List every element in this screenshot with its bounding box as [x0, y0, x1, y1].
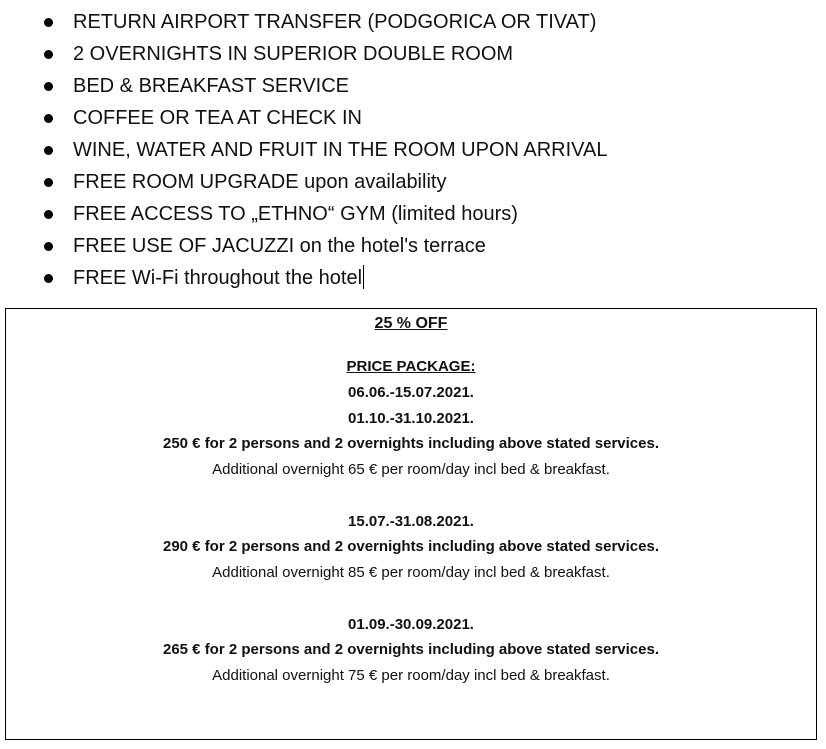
service-text: 2 OVERNIGHTS IN SUPERIOR DOUBLE ROOM	[73, 43, 514, 65]
text-cursor-icon	[363, 265, 364, 289]
period-additional: Additional overnight 85 € per room/day incl bed & breakfast.	[212, 564, 610, 581]
service-text: FREE USE OF JACUZZI on the hotel's terrace	[73, 235, 486, 257]
service-text: COFFEE OR TEA AT CHECK IN	[73, 107, 362, 129]
bullet-icon	[44, 82, 53, 91]
bullet-icon	[44, 178, 53, 187]
list-item	[0, 38, 826, 70]
list-item	[0, 70, 826, 102]
period-additional: Additional overnight 75 € per room/day incl bed & breakfast.	[212, 667, 610, 684]
bullet-icon	[44, 242, 53, 251]
services-list	[0, 6, 826, 294]
bullet-icon	[44, 210, 53, 219]
list-item	[0, 134, 826, 166]
period-price: 265 € for 2 persons and 2 overnights including above stated services.	[162, 641, 659, 658]
bullet-icon	[44, 114, 53, 123]
period-price: 250 € for 2 persons and 2 overnights including above stated services.	[162, 435, 659, 452]
bullet-icon	[44, 274, 53, 283]
service-text[interactable]: FREE Wi-Fi throughout the hotel	[73, 267, 363, 289]
bullet-icon	[44, 50, 53, 59]
list-item[interactable]	[0, 262, 826, 294]
list-item	[0, 230, 826, 262]
service-text: FREE ACCESS TO „ETHNO“ GYM (limited hours)	[73, 203, 518, 225]
list-item	[0, 6, 826, 38]
service-text: RETURN AIRPORT TRANSFER (PODGORICA OR TIVAT)	[73, 11, 597, 33]
period-dates: 15.07.-31.08.2021.	[348, 513, 474, 530]
period-dates: 06.06.-15.07.2021.	[348, 384, 474, 401]
period-dates: 01.09.-30.09.2021.	[348, 616, 474, 633]
list-item	[0, 166, 826, 198]
bullet-icon	[44, 146, 53, 155]
period-additional: Additional overnight 65 € per room/day incl bed & breakfast.	[212, 461, 610, 478]
price-package-box	[5, 308, 817, 740]
package-title: PRICE PACKAGE:	[346, 358, 476, 375]
service-text: WINE, WATER AND FRUIT IN THE ROOM UPON ARRIVAL	[73, 139, 608, 161]
list-item	[0, 198, 826, 230]
period-dates: 01.10.-31.10.2021.	[348, 410, 474, 427]
discount-heading: 25 % OFF	[374, 315, 448, 332]
bullet-icon	[44, 18, 53, 27]
service-text: FREE ROOM UPGRADE upon availability	[73, 171, 447, 193]
service-text: BED & BREAKFAST SERVICE	[73, 75, 350, 97]
list-item	[0, 102, 826, 134]
period-price: 290 € for 2 persons and 2 overnights including above stated services.	[162, 538, 659, 555]
